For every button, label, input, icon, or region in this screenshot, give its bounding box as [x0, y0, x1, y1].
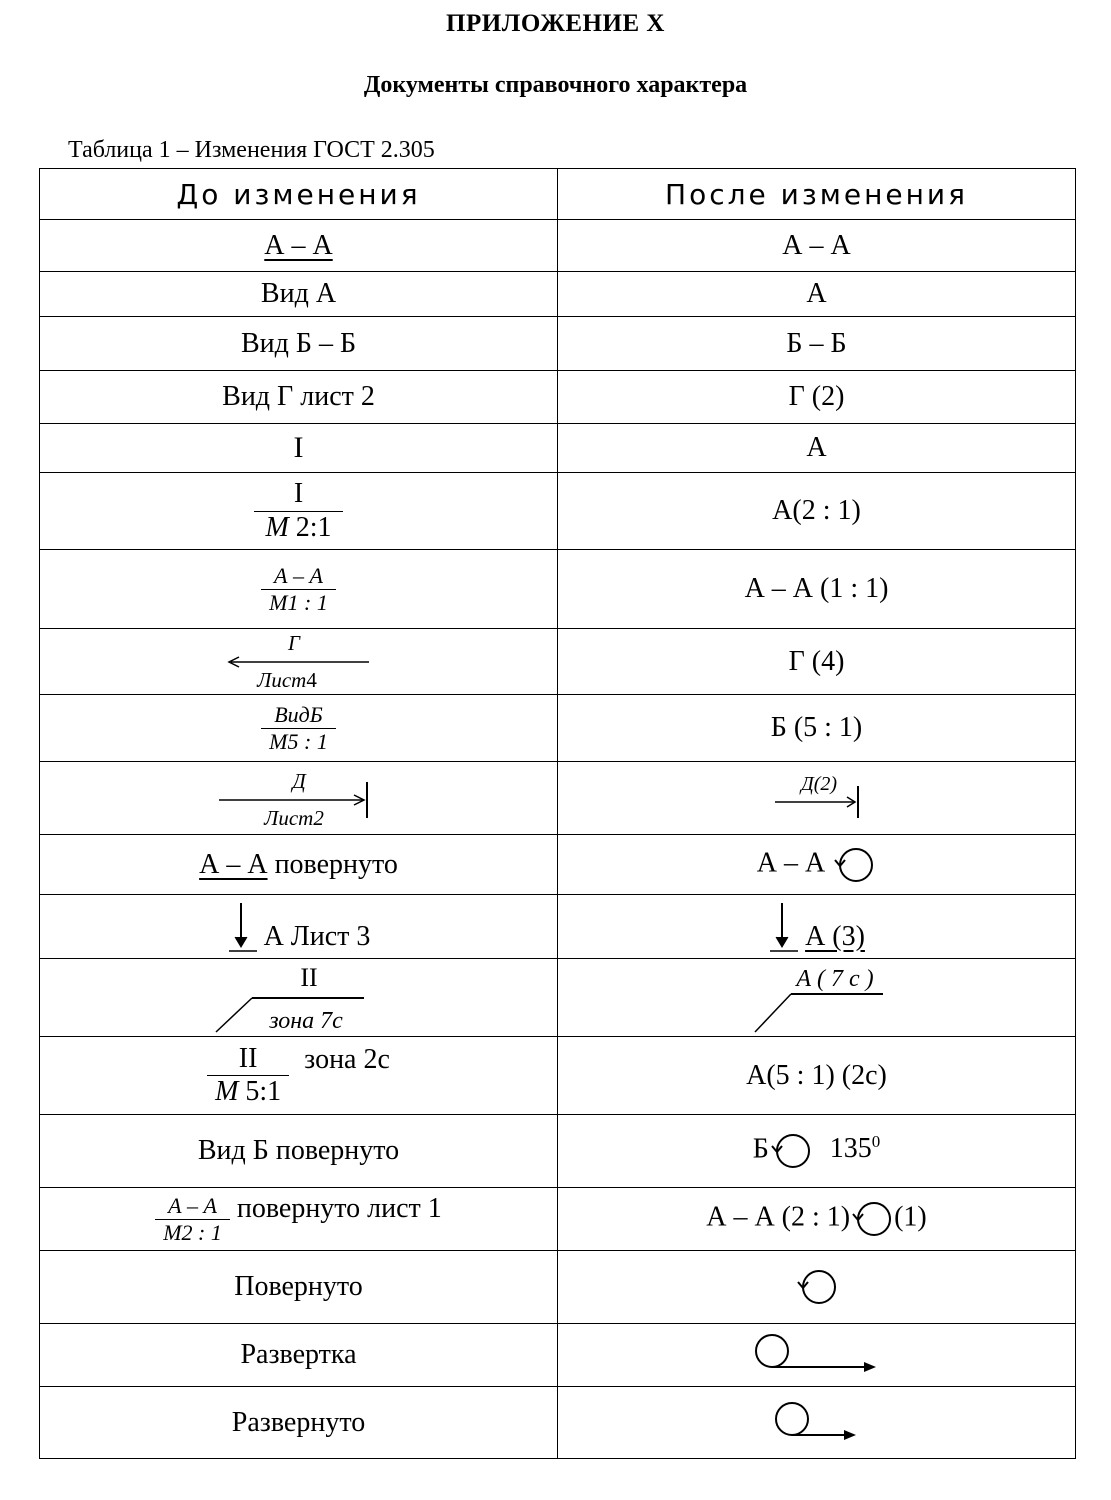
fraction-num: А – А [261, 563, 336, 589]
cell-before: А – А повернуто [40, 835, 558, 895]
fraction-den: М 2:1 [265, 511, 332, 543]
cell-after: А – А [558, 835, 1076, 895]
appendix-title: ПРИЛОЖЕНИЕ Х [446, 10, 665, 37]
section-label: А – А [264, 229, 333, 261]
down-arrow-icon [768, 899, 798, 955]
rotation-circle-icon [795, 1267, 839, 1307]
svg-text:Д: Д [291, 769, 306, 793]
cell-after: А(5 : 1) (2с) [558, 1037, 1076, 1115]
cell-before: Вид Г лист 2 [40, 371, 558, 424]
view-arrow-icon [214, 766, 384, 830]
cell-after: Б $135^0$ [558, 1115, 1076, 1188]
cell-before: Вид А [40, 272, 558, 317]
cell-after: А – А [558, 220, 1076, 272]
cell-before: Развертка [40, 1324, 558, 1387]
header-after: После изменения [558, 169, 1076, 220]
svg-text:Г: Г [287, 630, 300, 655]
table-row [40, 629, 1076, 695]
cell-before [40, 550, 558, 629]
cell-before [40, 473, 558, 550]
svg-text:Лист2: Лист2 [263, 806, 324, 830]
table-row [40, 1387, 1076, 1459]
cell-after: А [558, 272, 1076, 317]
table-row [40, 272, 1076, 317]
fraction-den: М5 : 1 [269, 728, 328, 754]
zone-reference-icon [214, 960, 384, 1036]
fraction [155, 1193, 230, 1245]
cell-before [40, 695, 558, 762]
fraction-den: М2 : 1 [163, 1219, 222, 1245]
table-row [40, 835, 1076, 895]
table-caption: Таблица 1 – Изменения ГОСТ 2.305 [68, 137, 435, 163]
table-row [40, 1188, 1076, 1251]
appendix-subtitle: Документы справочного характера [363, 72, 748, 98]
cell-before: Вид Б – Б [40, 317, 558, 371]
cell-before: Повернуто [40, 1251, 558, 1324]
table-row [40, 371, 1076, 424]
fraction [207, 1043, 289, 1108]
table-row [40, 317, 1076, 371]
table-row [40, 1115, 1076, 1188]
cell-before: I [40, 424, 558, 473]
cell-after: Б (5 : 1) [558, 695, 1076, 762]
view-arrow-icon [767, 772, 867, 824]
cell-after [558, 1387, 1076, 1459]
cell-before: $\frac{II}{М 5:1}$ зона 2с [40, 1037, 558, 1115]
svg-text:Лист4: Лист4 [256, 667, 317, 692]
table-row [40, 424, 1076, 473]
table-row [40, 1251, 1076, 1324]
cell-before [40, 220, 558, 272]
unfold-arrow-icon [752, 1333, 882, 1377]
fraction-den: М 5:1 [215, 1076, 282, 1107]
cell-before: Развернуто [40, 1387, 558, 1459]
table-row [40, 695, 1076, 762]
cell-after: А – А (2 : 1) (1) [558, 1188, 1076, 1251]
changes-table [39, 168, 1076, 1459]
rotation-circle-icon [850, 1199, 894, 1239]
fraction-num: ВидБ [261, 702, 336, 728]
svg-text:Д(2): Д(2) [800, 773, 837, 795]
svg-text:А ( 7 с ): А ( 7 с ) [795, 965, 874, 992]
fraction-num: I [254, 478, 343, 511]
cell-after [558, 1324, 1076, 1387]
cell-after [558, 762, 1076, 835]
table-row [40, 762, 1076, 835]
cell-before [40, 629, 558, 695]
table-row [40, 473, 1076, 550]
svg-text:II: II [299, 962, 318, 992]
unfold-arrow-icon [772, 1401, 862, 1445]
fraction-den: М1 : 1 [269, 589, 328, 615]
svg-text:зона 7с: зона 7с [268, 1007, 343, 1034]
table-row [40, 550, 1076, 629]
cell-after [558, 1251, 1076, 1324]
table-row [40, 1037, 1076, 1115]
table-row [40, 895, 1076, 959]
fraction [254, 478, 343, 543]
cell-after: А [558, 424, 1076, 473]
table-header-row [40, 169, 1076, 220]
cell-before [40, 959, 558, 1037]
fraction-num: А – А [155, 1193, 230, 1219]
cell-after: Б – Б [558, 317, 1076, 371]
view-arrow-icon [219, 632, 379, 692]
down-arrow-icon [227, 899, 257, 955]
cell-before [40, 762, 558, 835]
cell-after [558, 959, 1076, 1037]
rotation-circle-icon [832, 845, 876, 885]
zone-reference-icon [747, 962, 887, 1034]
fraction-num: II [207, 1043, 289, 1076]
cell-after: Г (4) [558, 629, 1076, 695]
fraction [261, 563, 336, 615]
header-before: До изменения [40, 169, 558, 220]
cell-before: А Лист 3 [40, 895, 558, 959]
cell-after: Г (2) [558, 371, 1076, 424]
table-row [40, 1324, 1076, 1387]
table-row [40, 220, 1076, 272]
rotation-circle-icon [769, 1131, 813, 1171]
fraction [261, 702, 336, 754]
cell-after: А(2 : 1) [558, 473, 1076, 550]
cell-after: А – А (1 : 1) [558, 550, 1076, 629]
cell-before: $\frac{А - А}{М2 : 1}$ повернуто лист 1 [40, 1188, 558, 1251]
cell-before: Вид Б повернуто [40, 1115, 558, 1188]
cell-after: А (3) [558, 895, 1076, 959]
table-row [40, 959, 1076, 1037]
